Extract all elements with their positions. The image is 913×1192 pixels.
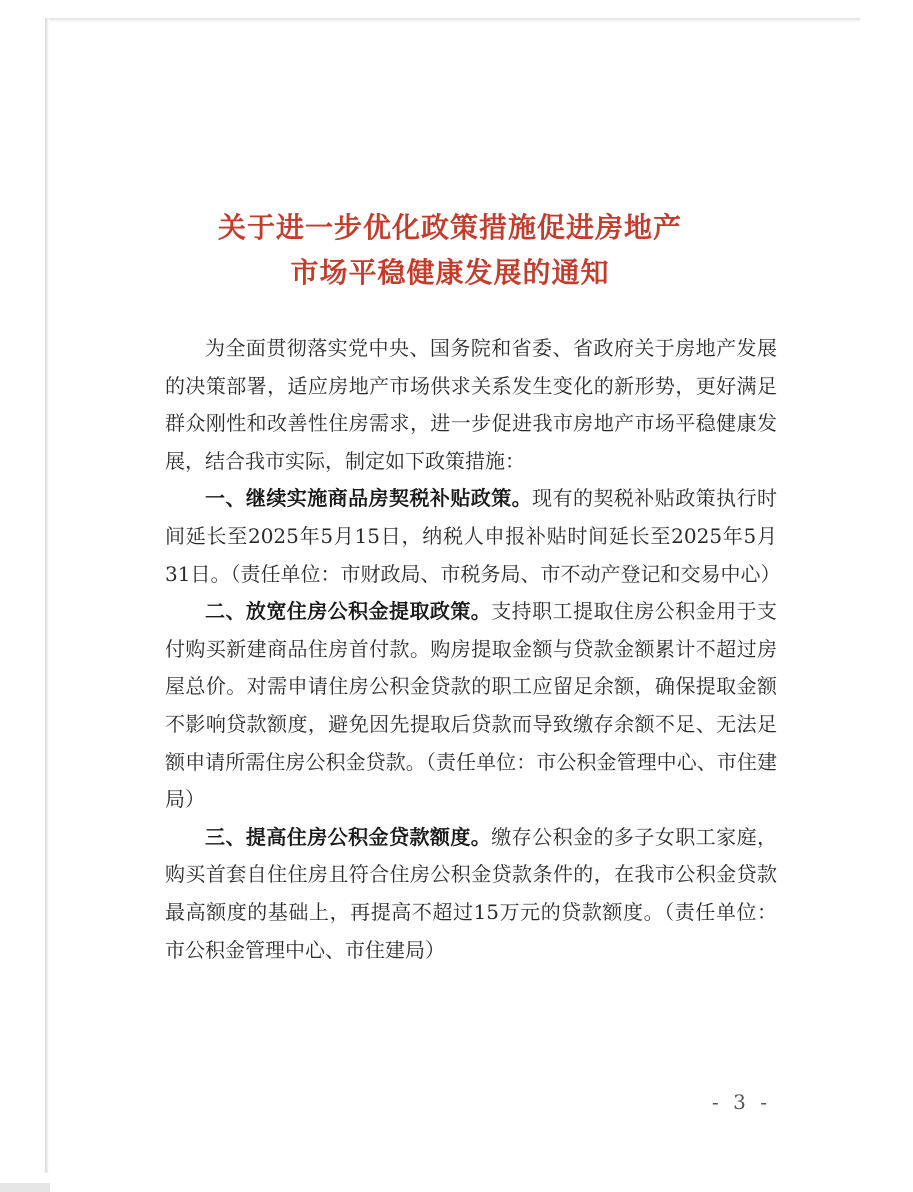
section-body-2: 支持职工提取住房公积金用于支付购买新建商品住房首付款。购房提取金额与贷款金额累计不超过房屋总价。对需申请住房公积金贷款的职工应留足余额，确保提取金额不影响贷款额度，避免因先提取后贷款而导致缴存余额不足、无法足额申请所需住房公积金贷款。（责任单位：市公积金管理中心、市住建局）: [165, 599, 778, 812]
page-number: - 3 -: [712, 1090, 771, 1114]
document-body: [165, 330, 781, 969]
intro-paragraph: 为全面贯彻落实党中央、国务院和省委、省政府关于房地产发展的决策部署，适应房地产市场供求关系发生变化的新形势，更好满足群众刚性和改善性住房需求，进一步促进我市房地产市场平稳健康发展，结合我市实际，制定如下政策措施：: [165, 336, 777, 473]
scan-corner-bottom-left: [0, 1183, 50, 1192]
section-heading-3: 三、提高住房公积金贷款额度。: [205, 824, 492, 849]
section-paragraph-2: [165, 593, 777, 819]
scan-edge-top: [45, 18, 860, 22]
section-heading-1: 一、继续实施商品房契税补贴政策。: [205, 486, 533, 511]
section-heading-2: 二、放宽住房公积金提取政策。: [205, 599, 492, 624]
section-body-3: 缴存公积金的多子女职工家庭，购买首套自住住房且符合住房公积金贷款条件的，在我市公积金贷款最高额度的基础上，再提高不超过15万元的贷款额度。（责任单位：市公积金管理中心、市住建局）: [165, 824, 778, 962]
scan-edge-left: [45, 18, 49, 1173]
document-title: [100, 205, 800, 295]
section-paragraph-1: [165, 480, 781, 593]
section-body-1: 现有的契税补贴政策执行时间延长至2025年5月15日，纳税人申报补贴时间延长至2025年5月31日。（责任单位：市财政局、市税务局、市不动产登记和交易中心）: [165, 486, 781, 586]
document-title-line-1: 关于进一步优化政策措施促进房地产: [217, 211, 682, 244]
section-paragraph-3: [165, 819, 777, 969]
document-title-line-2: 市场平稳健康发展的通知: [290, 256, 610, 289]
